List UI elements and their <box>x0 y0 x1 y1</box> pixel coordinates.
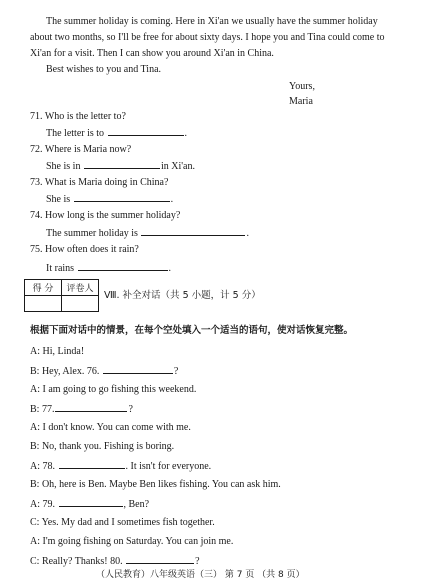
letter-paragraph-line-2: about two months, so I'll be free for about sixty days. I hope you and Tina could come to <box>30 32 385 43</box>
dialogue-line-9 <box>30 497 149 511</box>
score-cell[interactable] <box>25 296 62 312</box>
dialogue-line-12-end: ? <box>195 556 200 567</box>
dialogue-line-10: C: Yes. My dad and I sometimes fish together. <box>30 517 215 528</box>
score-box <box>24 279 99 312</box>
question-72: 72. Where is Maria now? <box>30 144 132 155</box>
blank-78[interactable] <box>59 459 125 469</box>
question-74: 74. How long is the summer holiday? <box>30 210 181 221</box>
grader-label: 评卷人 <box>62 280 99 296</box>
answer-72-prefix: She is in <box>46 161 81 172</box>
answer-71 <box>46 126 187 140</box>
answer-73 <box>46 192 173 206</box>
dialogue-line-6: B: No, thank you. Fishing is boring. <box>30 441 175 452</box>
question-75: 75. How often does it rain? <box>30 244 139 255</box>
dialogue-line-7-end: . It isn't for everyone. <box>125 461 212 472</box>
dialogue-line-2-end: ? <box>173 366 179 377</box>
dialogue-line-12 <box>30 554 200 568</box>
answer-74-suffix: . <box>246 228 249 239</box>
dialogue-line-2 <box>30 364 178 378</box>
letter-paragraph-line-1: The summer holiday is coming. Here in Xi'an we usually have the summer holiday <box>46 16 378 27</box>
section-instruction: 根据下面对话中的情景，在每个空处填入一个适当的语句，使对话恢复完整。 <box>30 325 354 336</box>
dialogue-line-12-text: C: Really? Thanks! 80. <box>30 556 123 567</box>
answer-73-suffix: . <box>170 194 174 205</box>
letter-signature: Maria <box>289 96 313 107</box>
answer-72 <box>46 159 195 173</box>
dialogue-line-9-end: , Ben? <box>123 499 150 510</box>
dialogue-line-4 <box>30 402 133 416</box>
dialogue-line-2-text: B: Hey, Alex. 76. <box>30 366 100 377</box>
letter-paragraph-line-3: Xi'an for a visit. Then I can show you around Xi'an in China. <box>30 48 274 59</box>
answer-72-blank[interactable] <box>84 159 160 169</box>
blank-76[interactable] <box>103 364 173 374</box>
dialogue-line-7 <box>30 459 211 473</box>
dialogue-line-3: A: I am going to go fishing this weekend. <box>30 384 197 395</box>
dialogue-line-4-end: ? <box>128 404 133 415</box>
answer-73-prefix: She is <box>46 194 71 205</box>
question-71: 71. Who is the letter to? <box>30 111 126 122</box>
blank-79[interactable] <box>59 497 123 507</box>
blank-80[interactable] <box>126 554 194 564</box>
answer-74-prefix: The summer holiday is <box>46 228 138 239</box>
answer-71-prefix: The letter is to <box>46 128 105 139</box>
dialogue-line-11: A: I'm going fishing on Saturday. You can join me. <box>30 536 234 547</box>
dialogue-line-8: B: Oh, here is Ben. Maybe Ben likes fishing. You can ask him. <box>30 479 281 490</box>
answer-74 <box>46 226 249 240</box>
answer-72-suffix: in Xi'an. <box>160 161 195 172</box>
letter-closing: Yours, <box>289 81 315 92</box>
dialogue-line-1: A: Hi, Linda! <box>30 346 85 357</box>
dialogue-line-7-text: A: 78. <box>30 461 55 472</box>
blank-77[interactable] <box>55 402 127 412</box>
dialogue-line-4-text: B: 77. <box>30 404 55 415</box>
answer-75 <box>46 261 171 275</box>
answer-71-blank[interactable] <box>108 126 184 136</box>
answer-73-blank[interactable] <box>74 192 170 202</box>
answer-71-suffix: . <box>184 128 188 139</box>
dialogue-line-5: A: I don't know. You can come with me. <box>30 422 191 433</box>
section-title: Ⅷ. 补全对话（共 5 小题，计 5 分） <box>104 290 261 301</box>
answer-74-blank[interactable] <box>141 226 245 236</box>
page-footer: （人民教育）八年级英语（三） 第 7 页 （共 8 页） <box>96 570 305 580</box>
grader-cell[interactable] <box>62 296 99 312</box>
letter-wishes: Best wishes to you and Tina. <box>46 64 162 75</box>
dialogue-line-9-text: A: 79. <box>30 499 55 510</box>
question-73: 73. What is Maria doing in China? <box>30 177 169 188</box>
score-label: 得 分 <box>25 280 62 296</box>
answer-75-blank[interactable] <box>78 261 168 271</box>
answer-75-suffix: . <box>168 263 172 274</box>
answer-75-prefix: It rains <box>46 263 75 274</box>
